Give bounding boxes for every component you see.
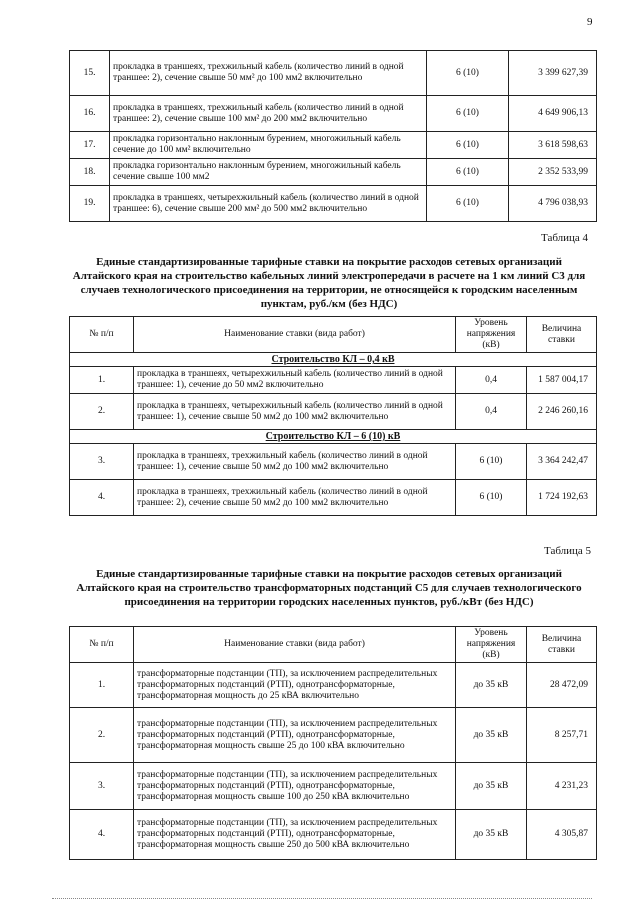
table-row (70, 186, 597, 222)
row-value: 3 399 627,39 (509, 51, 597, 96)
row-value: 28 472,09 (527, 663, 597, 708)
row-value: 4 796 038,93 (509, 186, 597, 222)
section-title: Строительство КЛ – 6 (10) кВ (70, 430, 597, 444)
table-row (70, 763, 597, 810)
row-voltage: 6 (10) (427, 96, 509, 132)
footer-divider (52, 898, 592, 899)
row-value: 2 352 533,99 (509, 159, 597, 186)
header-num: № п/п (70, 627, 134, 663)
row-voltage: 0,4 (456, 394, 527, 430)
row-number: 15. (70, 51, 110, 96)
table4-title: Единые стандартизированные тарифные ставки на покрытие расходов сетевых организаций Алтайского края на строительство кабельных линий электропередачи в расчете на 1 км линий С3 для случаев технологического присоединения на территории, не относящейся к городским населенным пунктам, руб./км (без НДС) (72, 256, 586, 310)
table-header-row (70, 627, 597, 663)
section-title: Строительство КЛ – 0,4 кВ (70, 353, 597, 367)
row-value: 1 724 192,63 (527, 480, 597, 516)
table5 (69, 626, 597, 860)
table-row (70, 810, 597, 860)
row-value: 4 305,87 (527, 810, 597, 860)
table-header-row (70, 317, 597, 353)
table-row (70, 444, 597, 480)
row-number: 17. (70, 132, 110, 159)
row-name: прокладка в траншеях, трехжильный кабель (количество линий в одной траншее: 2), сечение свыше 50 мм2 до 100 мм2 включительно (134, 480, 456, 516)
table-continued (69, 50, 597, 222)
table-row (70, 708, 597, 763)
row-number: 1. (70, 663, 134, 708)
table-row (70, 51, 597, 96)
table5-label: Таблица 5 (544, 545, 592, 557)
table-row (70, 663, 597, 708)
row-name: трансформаторные подстанции (ТП), за исключением распределительных трансформаторных подстанций (РТП), однотрансформаторные, трансформаторная мощность свыше 25 до 100 кВА включительно (134, 708, 456, 763)
row-name: трансформаторные подстанции (ТП), за исключением распределительных трансформаторных подстанций (РТП), однотрансформаторные, трансформаторная мощность свыше 100 до 250 кВА включительно (134, 763, 456, 810)
row-name: трансформаторные подстанции (ТП), за исключением распределительных трансформаторных подстанций (РТП), однотрансформаторные, трансформаторная мощность свыше 250 до 500 кВА включительно (134, 810, 456, 860)
row-value: 3 364 242,47 (527, 444, 597, 480)
row-number: 2. (70, 708, 134, 763)
table4-label: Таблица 4 (541, 232, 589, 244)
row-voltage: 6 (10) (456, 480, 527, 516)
row-voltage: 0,4 (456, 367, 527, 394)
table-row (70, 367, 597, 394)
table5-title: Единые стандартизированные тарифные ставки на покрытие расходов сетевых организаций Алтайского края на строительство трансформаторных подстанций С5 для случаев технологического присоединения на территории городских населенных пунктов, руб./кВт (без НДС) (76, 568, 582, 608)
row-voltage: 6 (10) (427, 51, 509, 96)
row-value: 3 618 598,63 (509, 132, 597, 159)
row-name: трансформаторные подстанции (ТП), за исключением распределительных трансформаторных подстанций (РТП), однотрансформаторные, трансформаторная мощность до 25 кВА включительно (134, 663, 456, 708)
table-row (70, 394, 597, 430)
row-name: прокладка в траншеях, трехжильный кабель (количество линий в одной траншее: 2), сечение свыше 100 мм² до 200 мм2 включительно (110, 96, 427, 132)
header-value: Величина ставки (527, 317, 597, 353)
table4 (69, 316, 597, 516)
row-value: 2 246 260,16 (527, 394, 597, 430)
header-voltage: Уровень напряжения (кВ) (456, 317, 527, 353)
header-name: Наименование ставки (вида работ) (134, 627, 456, 663)
row-value: 4 231,23 (527, 763, 597, 810)
row-voltage: 6 (10) (427, 186, 509, 222)
row-name: прокладка в траншеях, трехжильный кабель (количество линий в одной траншее: 1), сечение свыше 50 мм2 до 100 мм2 включительно (134, 444, 456, 480)
page-number: 9 (587, 16, 593, 28)
row-number: 3. (70, 763, 134, 810)
row-value: 8 257,71 (527, 708, 597, 763)
header-value: Величина ставки (527, 627, 597, 663)
row-value: 4 649 906,13 (509, 96, 597, 132)
row-number: 1. (70, 367, 134, 394)
section-row (70, 430, 597, 444)
row-voltage: до 35 кВ (456, 763, 527, 810)
table-row (70, 96, 597, 132)
header-name: Наименование ставки (вида работ) (134, 317, 456, 353)
row-voltage: 6 (10) (456, 444, 527, 480)
row-name: прокладка горизонтально наклонным бурением, многожильный кабель сечение до 100 мм² включительно (110, 132, 427, 159)
header-num: № п/п (70, 317, 134, 353)
header-voltage: Уровень напряжения (кВ) (456, 627, 527, 663)
row-name: прокладка в траншеях, четырехжильный кабель (количество линий в одной траншее: 1), сечение свыше 50 мм2 до 100 мм2 включительно (134, 394, 456, 430)
row-value: 1 587 004,17 (527, 367, 597, 394)
table-row (70, 480, 597, 516)
row-number: 16. (70, 96, 110, 132)
row-name: прокладка горизонтально наклонным бурением, многожильный кабель сечение свыше 100 мм2 (110, 159, 427, 186)
row-number: 18. (70, 159, 110, 186)
table-row (70, 159, 597, 186)
row-voltage: 6 (10) (427, 132, 509, 159)
row-name: прокладка в траншеях, четырехжильный кабель (количество линий в одной траншее: 6), сечение свыше 200 мм² до 500 мм2 включительно (110, 186, 427, 222)
table-row (70, 132, 597, 159)
row-number: 4. (70, 810, 134, 860)
section-row (70, 353, 597, 367)
row-name: прокладка в траншеях, четырехжильный кабель (количество линий в одной траншее: 1), сечение до 50 мм2 включительно (134, 367, 456, 394)
row-voltage: 6 (10) (427, 159, 509, 186)
row-name: прокладка в траншеях, трехжильный кабель (количество линий в одной траншее: 2), сечение свыше 50 мм² до 100 мм2 включительно (110, 51, 427, 96)
row-number: 19. (70, 186, 110, 222)
row-voltage: до 35 кВ (456, 663, 527, 708)
row-number: 2. (70, 394, 134, 430)
row-voltage: до 35 кВ (456, 708, 527, 763)
row-voltage: до 35 кВ (456, 810, 527, 860)
row-number: 3. (70, 444, 134, 480)
row-number: 4. (70, 480, 134, 516)
